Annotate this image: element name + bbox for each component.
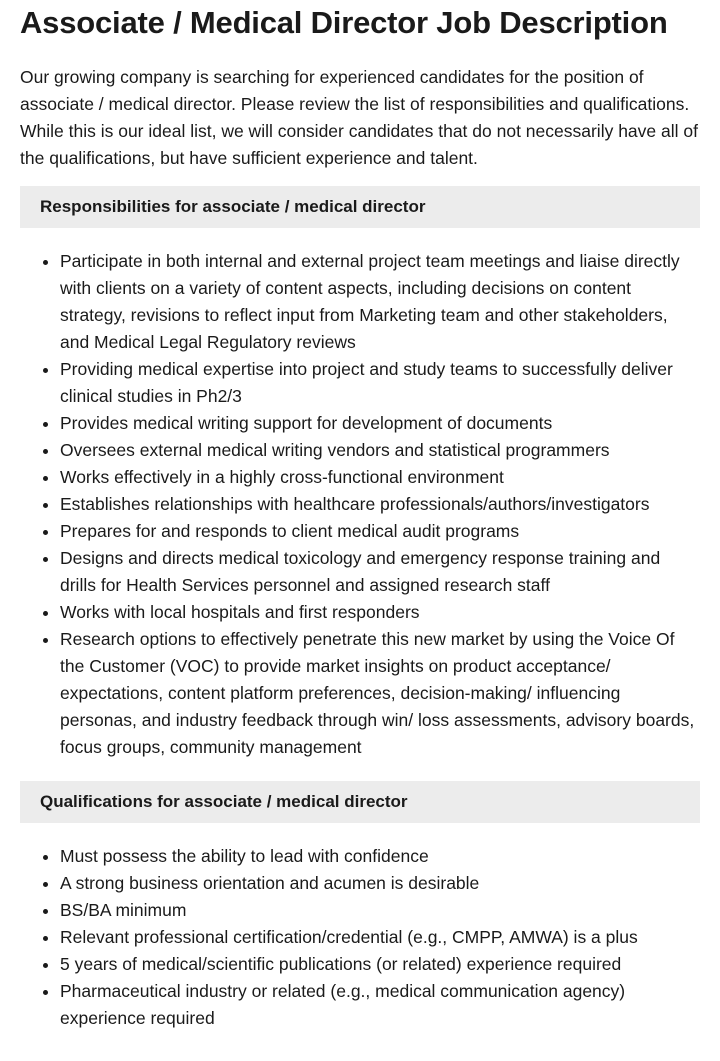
list-item: • Works effectively in a highly cross-functional environment [60, 464, 700, 491]
list-item: • Establishes relationships with healthcare professionals/authors/investigators [60, 491, 700, 518]
intro-paragraph: Our growing company is searching for experienced candidates for the position of associate / medical director. Please review the list of responsibilities and qualifications. While this is our ideal list, we will consider candidates that do not necessarily have all of the qualifications, but have sufficient experience and talent. [20, 67, 698, 168]
page-title: Associate / Medical Director Job Description [20, 5, 668, 40]
list-item: • Oversees external medical writing vendors and statistical programmers [60, 437, 700, 464]
list-item: • Works with local hospitals and first responders [60, 599, 700, 626]
list-item: • 5 years of medical/scientific publications (or related) experience required [60, 951, 700, 978]
list-item: • Participate in both internal and external project team meetings and liaise directly with clients on a variety of content aspects, including decisions on content strategy, revisions to reflect input from Marketing team and other stakeholders, and Medical Legal Regulatory reviews [60, 248, 700, 356]
responsibilities-heading: Responsibilities for associate / medical director [20, 186, 700, 228]
list-item: • Prepares for and responds to client medical audit programs [60, 518, 700, 545]
qualifications-list [20, 843, 700, 1032]
list-item: • BS/BA minimum [60, 897, 700, 924]
list-item: • A strong business orientation and acumen is desirable [60, 870, 700, 897]
responsibilities-list [20, 248, 700, 761]
list-item: • Designs and directs medical toxicology and emergency response training and drills for Health Services personnel and assigned research staff [60, 545, 700, 599]
list-item: • Relevant professional certification/credential (e.g., CMPP, AMWA) is a plus [60, 924, 700, 951]
list-item: • Pharmaceutical industry or related (e.g., medical communication agency) experience required [60, 978, 700, 1032]
list-item: • Must possess the ability to lead with confidence [60, 843, 700, 870]
list-item: • Provides medical writing support for development of documents [60, 410, 700, 437]
list-item: • Providing medical expertise into project and study teams to successfully deliver clinical studies in Ph2/3 [60, 356, 700, 410]
list-item: • Research options to effectively penetrate this new market by using the Voice Of the Customer (VOC) to provide market insights on product acceptance/ expectations, content platform preferences, decision-making/ influencing personas, and industry feedback through win/ loss assessments, advisory boards, focus groups, community management [60, 626, 700, 761]
qualifications-heading: Qualifications for associate / medical director [20, 781, 700, 823]
